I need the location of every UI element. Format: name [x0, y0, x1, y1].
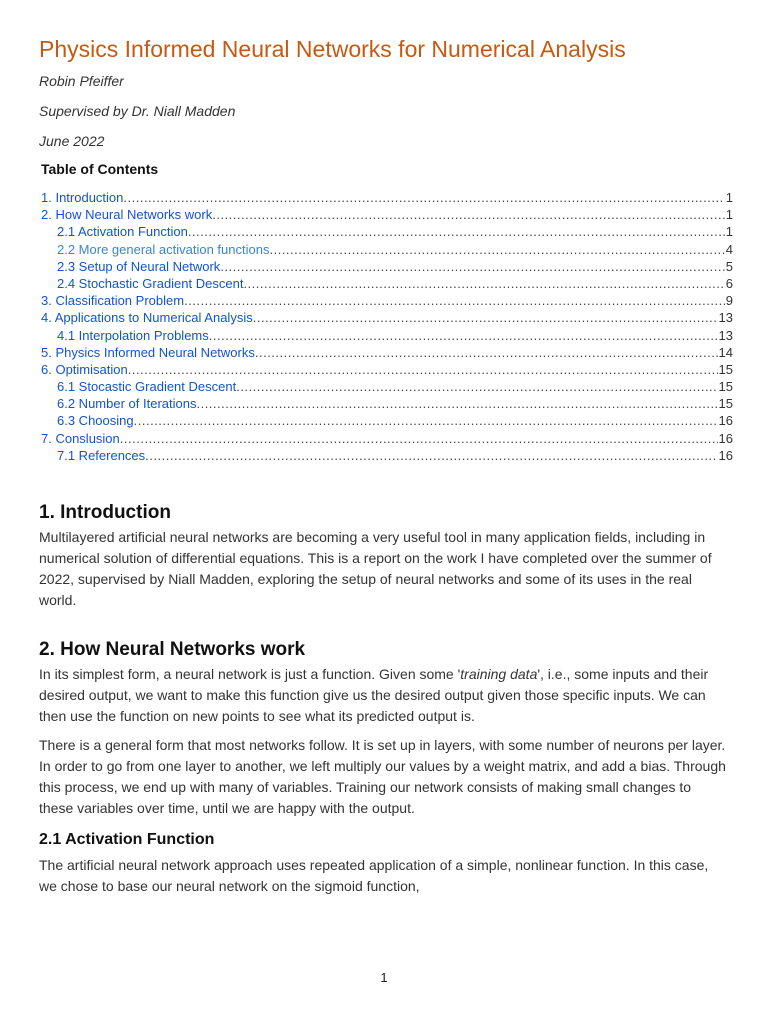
toc-dot-leader — [145, 447, 717, 464]
section-heading-how-neural-networks-work: 2. How Neural Networks work — [39, 639, 306, 660]
toc-entry-link[interactable]: 2.4 Stochastic Gradient Descent — [57, 275, 244, 291]
toc-entry[interactable] — [41, 292, 733, 309]
toc-page-number: 4 — [725, 241, 733, 257]
toc-page-number: 16 — [718, 447, 733, 463]
toc-dot-leader — [243, 275, 724, 292]
toc-entry[interactable] — [41, 327, 733, 344]
how-paragraph-1 — [39, 664, 729, 727]
toc-dot-leader — [123, 189, 724, 206]
toc-page-number: 1 — [725, 190, 733, 205]
toc-entry-link[interactable]: 7. Conslusion — [41, 430, 120, 446]
toc-page-number: 15 — [718, 379, 733, 395]
toc-heading: Table of Contents — [41, 161, 159, 177]
author: Robin Pfeiffer — [39, 73, 124, 89]
subsection-heading-activation-function: 2.1 Activation Function — [39, 831, 215, 848]
toc-page-number: 15 — [718, 396, 733, 412]
toc-dot-leader — [209, 327, 718, 344]
section-heading-introduction: 1. Introduction — [39, 502, 171, 523]
toc-entry[interactable] — [41, 309, 733, 326]
toc-dot-leader — [220, 258, 724, 275]
toc-dot-leader — [134, 412, 718, 429]
toc-page-number: 16 — [718, 430, 733, 446]
toc-entry[interactable] — [41, 430, 733, 447]
toc-dot-leader — [128, 361, 718, 378]
introduction-paragraph: Multilayered artificial neural networks are becoming a very useful tool in many application fields, including in numerical solution of differential equations. This is a report on the work I have completed over the summer of 2022, supervised by Niall Madden, exploring the setup of neural networks and some of its uses in the real world. — [39, 529, 712, 608]
toc-dot-leader — [269, 241, 724, 258]
toc-entry-link[interactable]: 4.1 Interpolation Problems — [57, 327, 209, 343]
toc-page-number: 6 — [725, 275, 733, 291]
toc-page-number: 13 — [718, 327, 733, 343]
toc-dot-leader — [184, 292, 725, 309]
toc-page-number: 16 — [718, 413, 733, 429]
toc-entry-link[interactable]: 2.2 More general activation functions — [57, 241, 270, 257]
toc-page-number: 15 — [718, 361, 733, 377]
toc-dot-leader — [236, 378, 717, 395]
toc-entry-link[interactable]: 1. Introduction — [41, 190, 124, 205]
toc-entry[interactable] — [41, 361, 733, 378]
toc-entry[interactable] — [41, 447, 733, 464]
toc-page-number: 9 — [725, 293, 733, 309]
toc-entry[interactable] — [41, 223, 733, 240]
how-paragraph-1-text-b: ', i.e., some inputs and their desired output, we want to make this function give us the desired output given those specific inputs. We can then use the function on new points to see what its predicted output is. — [39, 666, 709, 724]
toc-entry[interactable] — [41, 241, 733, 258]
toc-dot-leader — [196, 395, 717, 412]
toc-entry[interactable] — [41, 258, 733, 275]
training-data-term: training data — [460, 666, 538, 682]
toc-entry[interactable] — [41, 189, 733, 206]
toc-entry-link[interactable]: 4. Applications to Numerical Analysis — [41, 310, 253, 326]
toc-entry-link[interactable]: 3. Classification Problem — [41, 293, 185, 309]
toc-entry-link[interactable]: 2.1 Activation Function — [57, 224, 188, 240]
toc-entry[interactable] — [41, 275, 733, 292]
toc-entry-link[interactable]: 2.3 Setup of Neural Network — [57, 258, 221, 274]
supervisor: Supervised by Dr. Niall Madden — [39, 103, 236, 119]
toc-entry[interactable] — [41, 412, 733, 429]
document-title: Physics Informed Neural Networks for Numerical Analysis — [39, 36, 626, 62]
table-of-contents — [41, 189, 733, 464]
date: June 2022 — [39, 133, 105, 149]
toc-entry-link[interactable]: 7.1 References — [57, 447, 146, 463]
toc-page-number: 5 — [725, 258, 733, 274]
toc-page-number: 13 — [718, 310, 733, 326]
toc-entry[interactable] — [41, 378, 733, 395]
toc-dot-leader — [188, 223, 725, 240]
toc-page-number: 1 — [725, 207, 733, 223]
toc-page-number: 1 — [725, 224, 733, 240]
toc-entry-link[interactable]: 6.1 Stocastic Gradient Descent — [57, 379, 237, 395]
toc-dot-leader — [253, 309, 718, 326]
toc-dot-leader — [120, 430, 718, 447]
toc-entry-link[interactable]: 6. Optimisation — [41, 361, 128, 377]
page-number: 1 — [380, 970, 388, 985]
toc-entry[interactable] — [41, 344, 733, 361]
toc-entry-link[interactable]: 2. How Neural Networks work — [41, 207, 213, 223]
activation-paragraph: The artificial neural network approach uses repeated application of a simple, nonlinear function. In this case, we chose to base our neural network on the sigmoid function, — [39, 857, 709, 894]
toc-entry-link[interactable]: 5. Physics Informed Neural Networks — [41, 344, 255, 360]
toc-dot-leader — [255, 344, 718, 361]
toc-entry[interactable] — [41, 395, 733, 412]
how-paragraph-1-text-a: In its simplest form, a neural network is just a function. Given some ' — [39, 666, 461, 682]
toc-entry-link[interactable]: 6.2 Number of Iterations — [57, 396, 197, 412]
toc-entry[interactable] — [41, 206, 733, 223]
toc-entry-link[interactable]: 6.3 Choosing — [57, 413, 134, 429]
toc-page-number: 14 — [718, 344, 733, 360]
toc-dot-leader — [212, 206, 725, 223]
how-paragraph-2: There is a general form that most networks follow. It is set up in layers, with some number of neurons per layer. In order to go from one layer to another, we left multiply our values by a weight matrix, and add a bias. Through this process, we end up with many of variables. Training our network consists of making small changes to these variables over time, until we are happy with the output. — [39, 737, 726, 816]
